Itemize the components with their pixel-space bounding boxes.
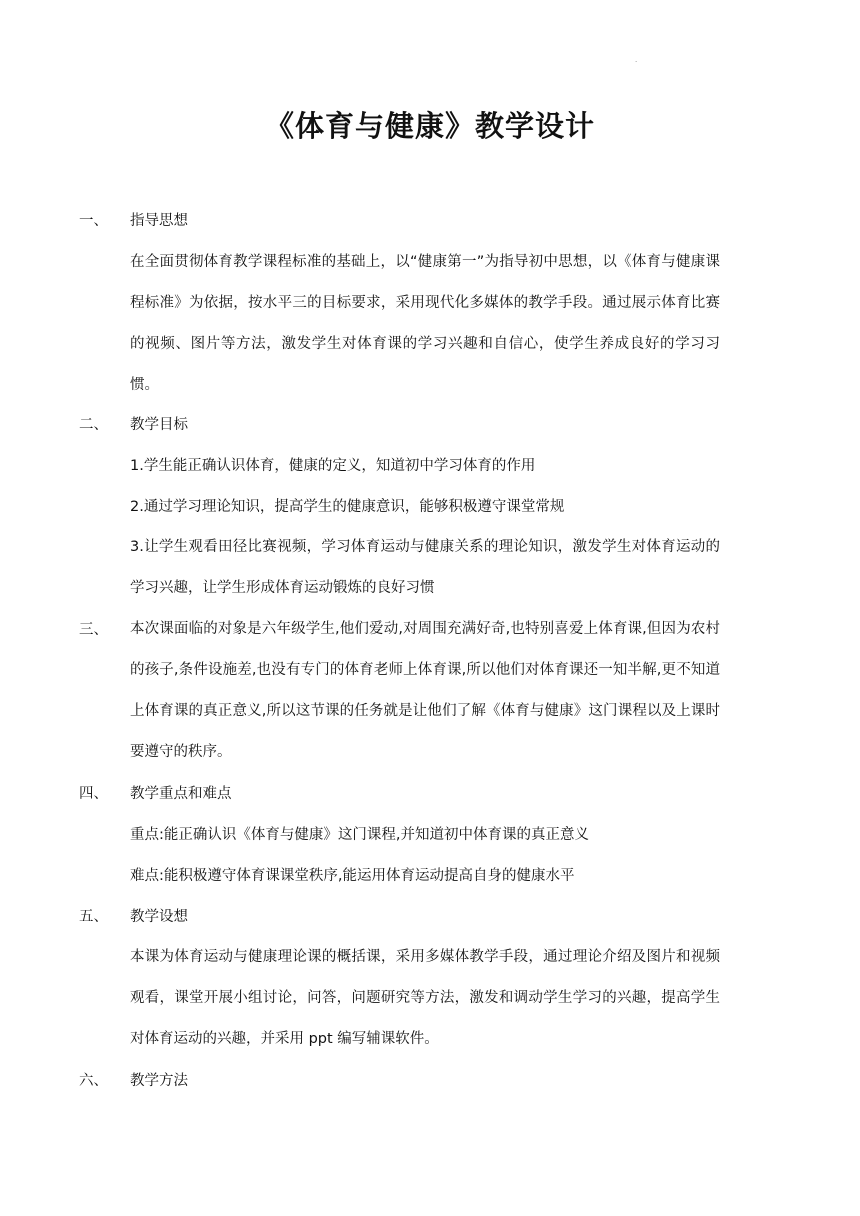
objective-item-1: 1.学生能正确认识体育，健康的定义，知道初中学习体育的作用 xyxy=(130,458,536,474)
section-number: 五、 xyxy=(79,909,108,925)
section-title: 教学设想 xyxy=(130,909,188,925)
section-number: 一、 xyxy=(79,213,108,229)
section-number: 四、 xyxy=(79,786,108,802)
objective-item-2: 2.通过学习理论知识，提高学生的健康意识，能够积极遵守课堂常规 xyxy=(130,499,565,515)
objective-item-3: 3.让学生观看田径比赛视频，学习体育运动与健康关系的理论知识，激发学生对体育运动的学习兴趣，让学生形成体育运动锻炼的良好习惯 xyxy=(130,539,720,596)
key-point-item: 重点:能正确认识《体育与健康》这门课程,并知道初中体育课的真正意义 xyxy=(130,827,589,843)
section-title: 指导思想 xyxy=(130,213,188,229)
section-number: 三、 xyxy=(79,622,108,638)
section-title: 教学方法 xyxy=(130,1073,188,1089)
section-title: 教学目标 xyxy=(130,417,188,433)
section-4-heading xyxy=(0,781,860,807)
section-1-heading xyxy=(0,208,860,234)
section-6-heading xyxy=(0,1068,860,1094)
section-title: 教学重点和难点 xyxy=(130,786,232,802)
section-number: 二、 xyxy=(79,417,108,433)
document-title: 《体育与健康》教学设计 xyxy=(264,109,595,143)
section-1-paragraph: 在全面贯彻体育教学课程标准的基础上，以“健康第一”为指导初中思想，以《体育与健康课程标准》为依据，按水平三的目标要求，采用现代化多媒体的教学手段。通过展示体育比赛的视频、图片等方法，激发学生对体育课的学习兴趣和自信心，使学生养成良好的学习习惯。 xyxy=(130,254,720,393)
section-2-heading xyxy=(0,412,860,438)
section-5-heading xyxy=(0,904,860,930)
section-number: 六、 xyxy=(79,1073,108,1089)
difficulty-item: 难点:能积极遵守体育课课堂秩序,能运用体育运动提高自身的健康水平 xyxy=(130,868,575,884)
corner-mark: . xyxy=(635,56,638,64)
section-5-paragraph: 本课为体育运动与健康理论课的概括课，采用多媒体教学手段，通过理论介绍及图片和视频 观看，课堂开展小组讨论，问答，问题研究等方法，激发和调动学生学习的兴趣，提高学生对体育运动的兴趣，并采用 ppt 编写辅课软件。 xyxy=(130,949,720,1047)
section-3-paragraph: 本次课面临的对象是六年级学生,他们爱动,对周围充满好奇,也特别喜爱上体育课,但因为农村的孩子,条件设施差,也没有专门的体育老师上体育课,所以他们对体育课还一知半解,更不知道上体育课的真正意义,所以这节课的任务就是让他们了解《体育与健康》这门课程以及上课时要遵守的秩序。 xyxy=(130,621,720,760)
